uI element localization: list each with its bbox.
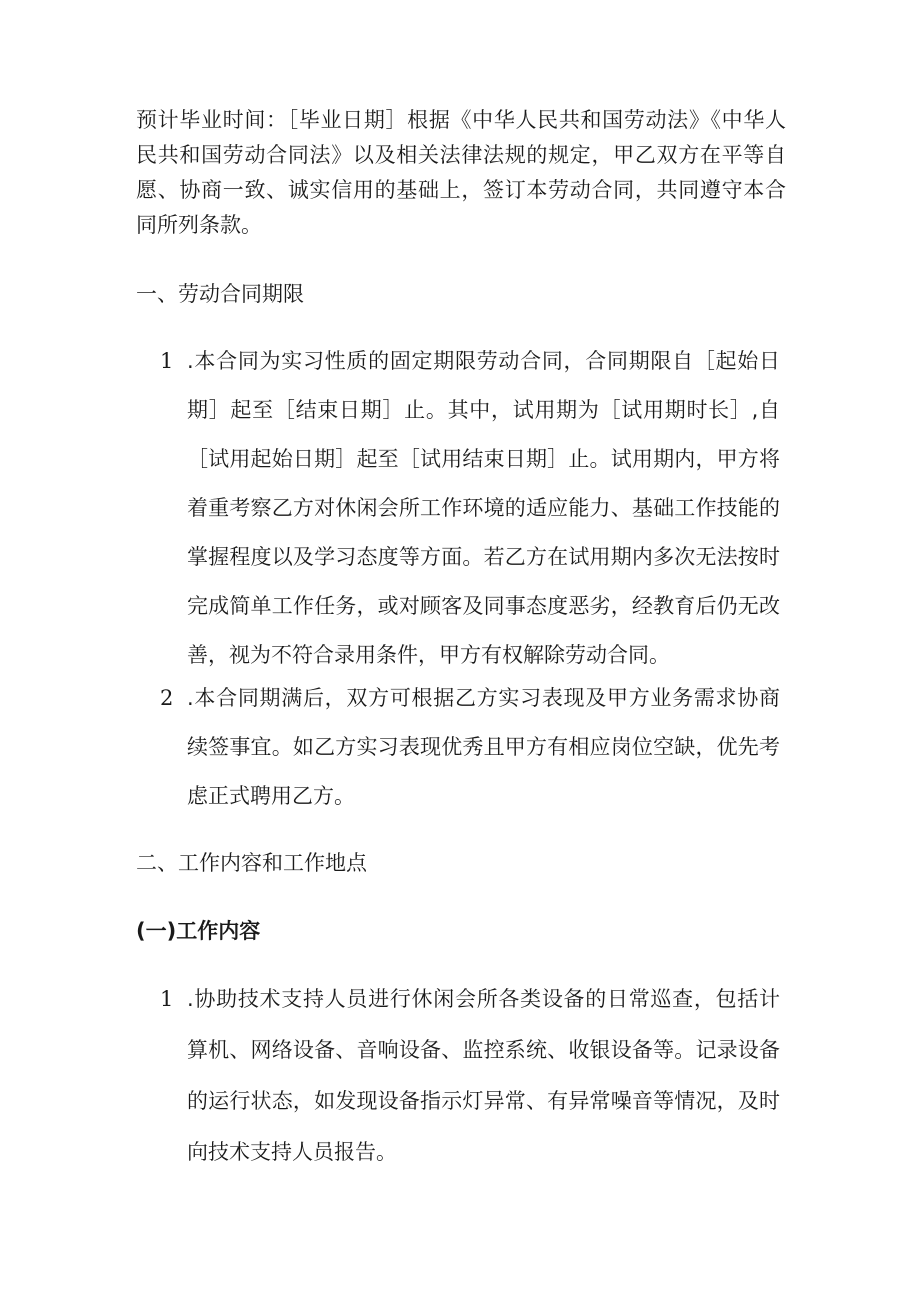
intro-paragraph: 预计毕业时间：［毕业日期］根据《中华人民共和国劳动法》《中华人民共和国劳动合同法》以及相关法律法规的规定，甲乙双方在平等自愿、协商一致、诚实信用的基础上，签订本劳动合同，共同遵守本合同所列条款。	[136, 108, 786, 237]
list-item	[160, 974, 780, 1178]
list-item-text: .协助技术支持人员进行休闲会所各类设备的日常巡查，包括计算机、网络设备、音响设备、监控系统、收银设备等。记录设备的运行状态，如发现设备指示灯异常、有异常噪音等情况，及时向技术支持人员报告。	[187, 987, 780, 1164]
list-item-text: .本合同期满后，双方可根据乙方实习表现及甲方业务需求协商续签事宜。如乙方实习表现优秀且甲方有相应岗位空缺，优先考虑正式聘用乙方。	[187, 686, 780, 808]
section-1-heading: 一、劳动合同期限	[136, 282, 304, 306]
list-item-text: .本合同为实习性质的固定期限劳动合同，合同期限自［起始日期］起至［结束日期］止。其中，试用期为［试用期时长］,自［试用起始日期］起至［试用结束日期］止。试用期内，甲方将着重考察乙方对休闲会所工作环境的适应能力、基础工作技能的掌握程度以及学习态度等方面。若乙方在试用期内多次无法按时完成简单工作任务，或对顾客及同事态度恶劣，经教育后仍无改善，视为不符合录用条件，甲方有权解除劳动合同。	[187, 349, 780, 667]
section-2-heading: 二、工作内容和工作地点	[136, 851, 367, 875]
list-item-number: 1	[160, 987, 174, 1011]
list-item	[160, 337, 780, 680]
list-item-number: 1	[160, 349, 174, 373]
subsection-heading: (一)工作内容	[136, 919, 261, 943]
list-item-number: 2	[160, 686, 174, 710]
list-item	[160, 674, 780, 821]
